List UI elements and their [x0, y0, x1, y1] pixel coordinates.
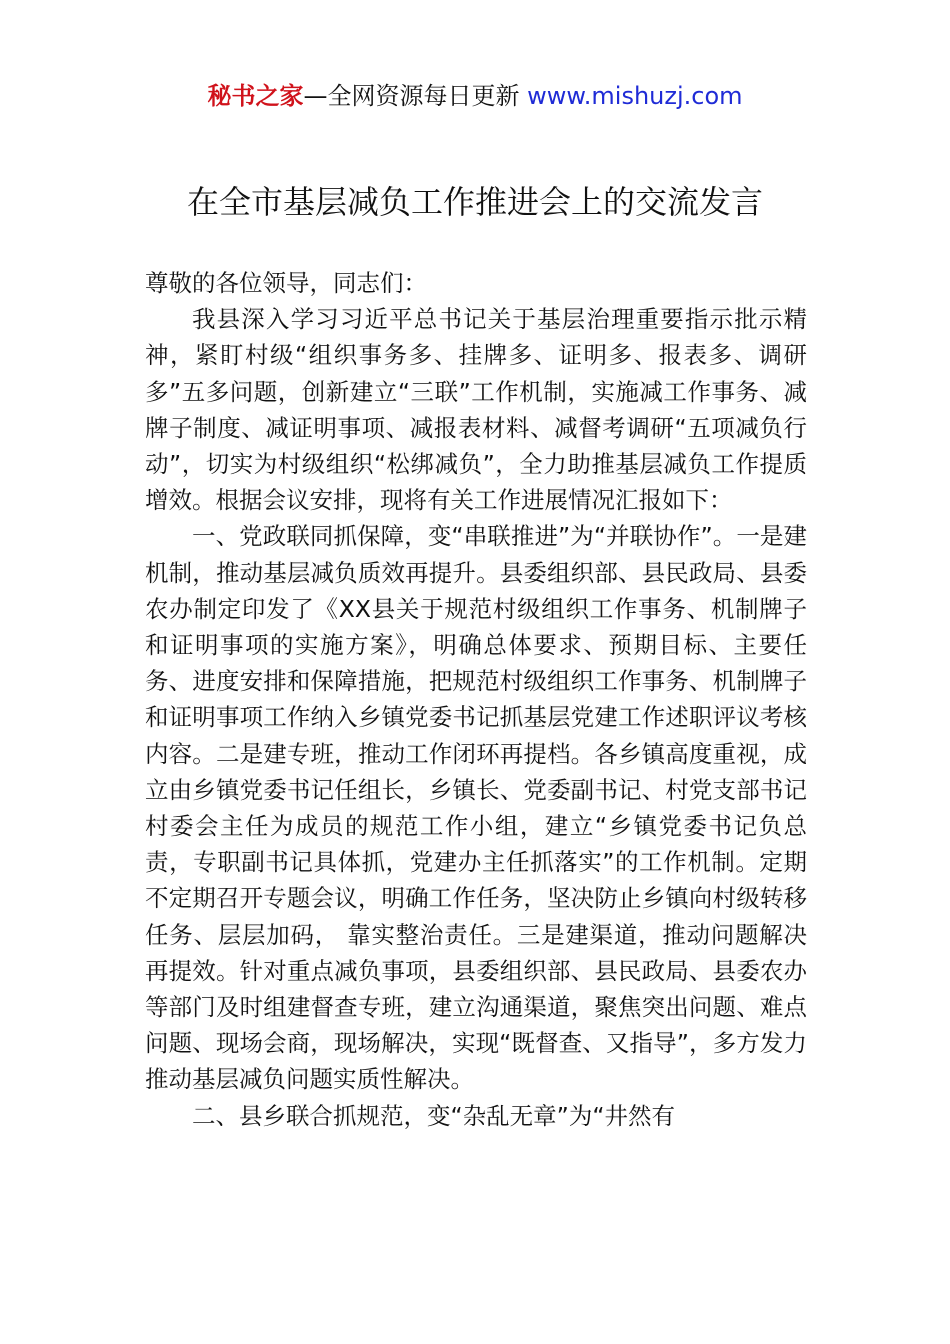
site-header [0, 80, 950, 112]
site-brand: 秘书之家 [207, 82, 304, 110]
site-tagline: —全网资源每日更新 [303, 82, 528, 110]
paragraph-section-one: 一、党政联同抓保障，变“串联推进”为“并联协作”。一是建机制，推动基层减负质效再提升。县委组织部、县民政局、县委农办制定印发了《XX县关于规范村级组织工作事务、机制牌子和证明事项的实施方案》，明确总体要求、预期目标、主要任务、进度安排和保障措施，把规范村级组织工作事务、机制牌子和证明事项工作纳入乡镇党委书记抓基层党建工作述职评议考核内容。二是建专班，推动工作闭环再提档。各乡镇高度重视，成立由乡镇党委书记任组长，乡镇长、党委副书记、村党支部书记村委会主任为成员的规范工作小组，建立“乡镇党委书记负总责，专职副书记具体抓，党建办主任抓落实”的工作机制。定期不定期召开专题会议，明确工作任务，坚决防止乡镇向村级转移任务、层层加码， 靠实整治责任。三是建渠道，推动问题解决再提效。针对重点减负事项，县委组织部、县民政局、县委农办等部门及时组建督查专班，建立沟通渠道，聚焦突出问题、难点问题、现场会商，现场解决，实现“既督查、又指导”，多方发力推动基层减负问题实质性解决。 [145, 522, 807, 1094]
salutation: 尊敬的各位领导，同志们： [145, 269, 427, 297]
paragraph-section-two: 二、县乡联合抓规范，变“杂乱无章”为“井然有 [192, 1101, 676, 1130]
document-body [145, 265, 807, 1134]
paragraph-intro: 我县深入学习习近平总书记关于基层治理重要指示批示精神，紧盯村级“组织事务多、挂牌多、证明多、报表多、调研多”五多问题，创新建立“三联”工作机制，实施减工作事务、减牌子制度、减证明事项、减报表材料、减督考调研“五项减负行动”，切实为村级组织“松绑减负”，全力助推基层减负工作提质增效。根据会议安排，现将有关工作进展情况汇报如下： [145, 305, 807, 515]
site-url-link[interactable]: www.mishuzj.com [527, 82, 743, 110]
document-title: 在全市基层减负工作推进会上的交流发言 [186, 183, 763, 221]
